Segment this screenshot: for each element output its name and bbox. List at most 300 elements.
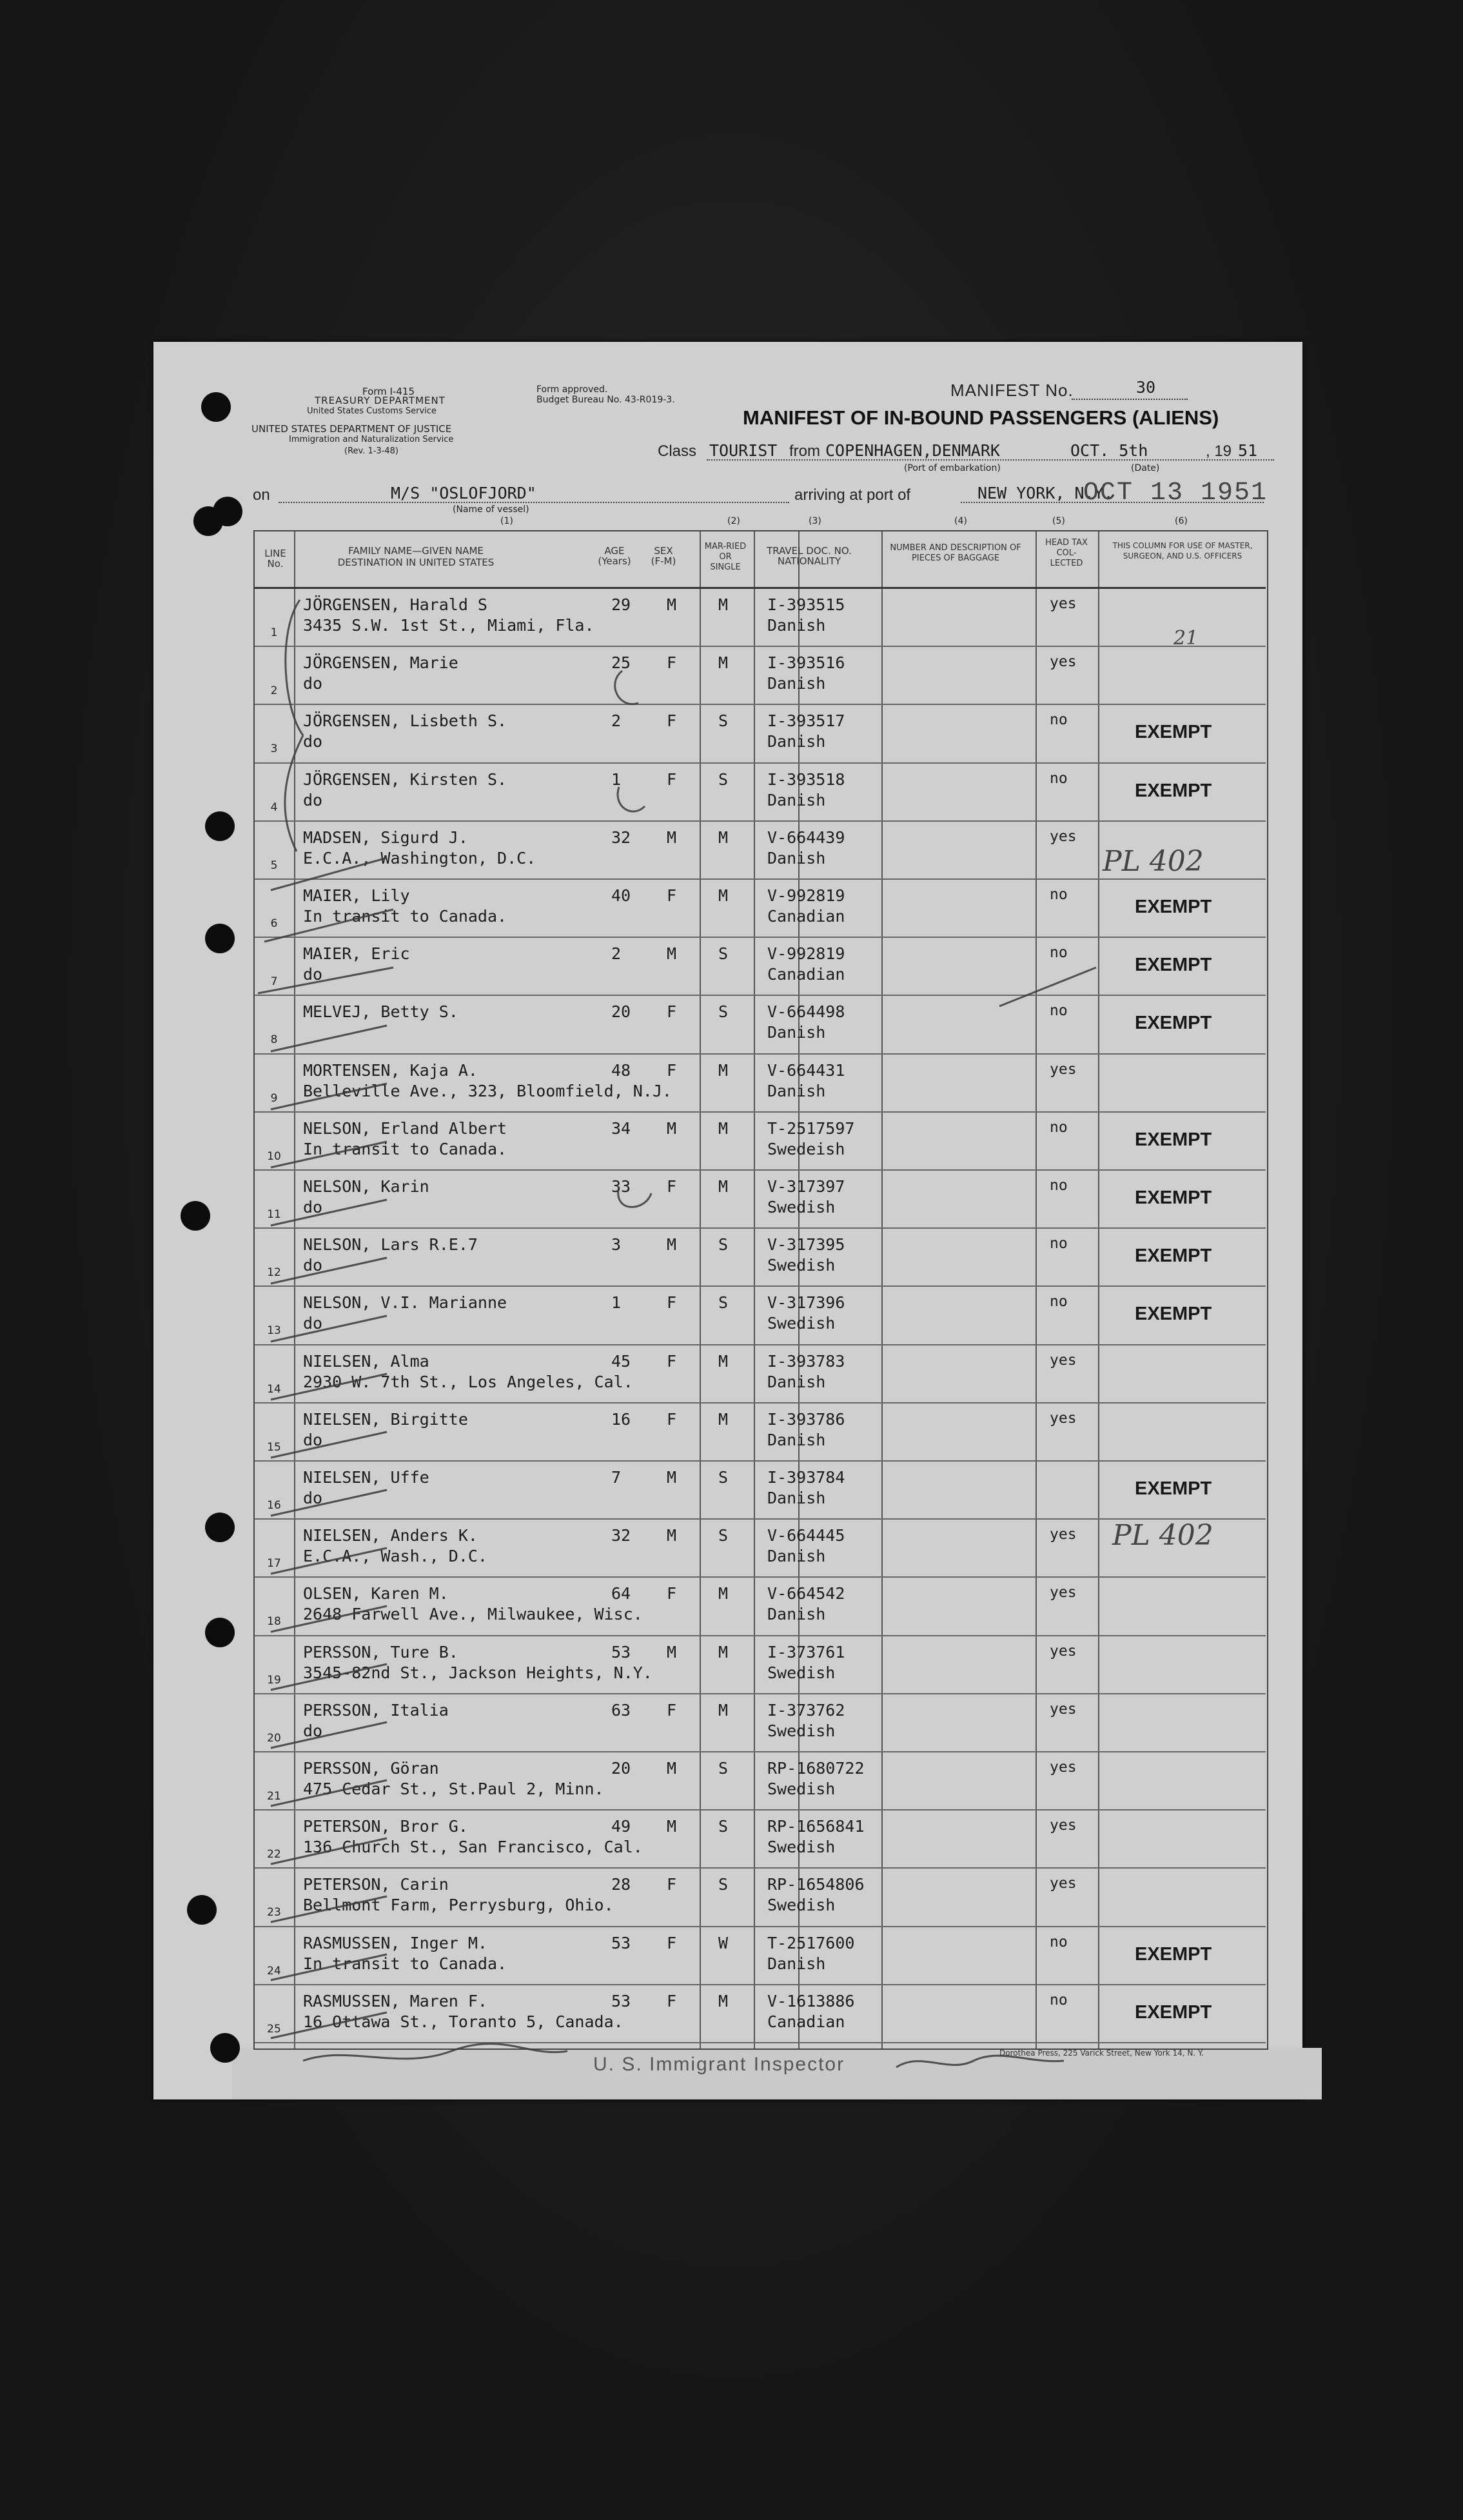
officer-note-exempt: EXEMPT	[1135, 1245, 1212, 1267]
passenger-name: NIELSEN, Birgitte	[303, 1409, 468, 1429]
check-stroke	[271, 1142, 387, 1167]
age: 25	[611, 653, 631, 673]
sex: F	[667, 1409, 677, 1429]
head-tax-status: no	[1050, 944, 1068, 962]
travel-doc-number: I-393783	[767, 1351, 845, 1371]
marital-status: S	[718, 1468, 729, 1487]
header-sex: SEX (F-M)	[651, 545, 676, 567]
destination: In transit to Canada.	[303, 1139, 507, 1158]
manifest-number: 30	[1136, 378, 1156, 397]
sex: M	[667, 828, 677, 847]
passenger-name: JÖRGENSEN, Marie	[303, 653, 458, 673]
nationality: Swedish	[767, 1721, 836, 1740]
page-title: MANIFEST OF IN-BOUND PASSENGERS (ALIENS)	[743, 406, 1219, 429]
sex: F	[667, 1933, 677, 1952]
officer-note-exempt: EXEMPT	[1135, 1478, 1212, 1499]
travel-doc-number: V-664431	[767, 1060, 845, 1080]
travel-doc-number: I-373761	[767, 1642, 845, 1662]
line-number: 10	[267, 1149, 281, 1163]
line-number: 13	[267, 1324, 281, 1338]
head-tax-status: no	[1050, 1293, 1068, 1311]
travel-doc-number: V-992819	[767, 944, 845, 964]
marital-status: M	[718, 1351, 729, 1371]
age: 49	[611, 1817, 631, 1836]
passenger-name: NIELSEN, Anders K.	[303, 1526, 478, 1545]
line-number: 16	[267, 1499, 281, 1512]
passenger-name: NELSON, V.I. Marianne	[303, 1293, 507, 1313]
class-value: TOURIST	[709, 441, 778, 460]
age: 34	[611, 1118, 631, 1138]
marital-status: M	[718, 1060, 729, 1080]
manifest-label: MANIFEST No.	[950, 381, 1074, 400]
nationality: Swedish	[767, 1780, 836, 1798]
check-stroke	[271, 858, 387, 890]
marital-status: S	[718, 1759, 729, 1778]
age: 2	[611, 944, 622, 964]
header-destination: DESTINATION IN UNITED STATES	[337, 557, 495, 568]
handwritten-tally: 21	[1173, 627, 1199, 650]
passenger-name: PETERSON, Carin	[303, 1875, 449, 1894]
header-name: FAMILY NAME—GIVEN NAME	[348, 545, 484, 557]
col-num-3: (3)	[809, 516, 821, 526]
date-caption: (Date)	[1131, 463, 1160, 473]
destination: do	[303, 790, 323, 809]
dept-treasury: TREASURY DEPARTMENT	[315, 395, 446, 406]
travel-doc-number: V-317396	[767, 1293, 845, 1313]
destination: do	[303, 965, 323, 984]
line-number: 14	[267, 1382, 281, 1396]
age: 32	[611, 828, 631, 847]
sex: M	[667, 1468, 677, 1487]
head-tax-status: yes	[1050, 1642, 1077, 1660]
head-tax-status: yes	[1050, 595, 1077, 612]
head-tax-status: no	[1050, 711, 1068, 729]
head-tax-status: no	[1050, 1118, 1068, 1136]
travel-doc-number: I-393515	[767, 595, 845, 614]
passenger-name: NELSON, Karin	[303, 1177, 429, 1196]
destination: 3435 S.W. 1st St., Miami, Fla.	[303, 616, 594, 635]
check-stroke	[271, 1838, 387, 1864]
marital-status: M	[718, 1584, 729, 1603]
age: 48	[611, 1060, 631, 1080]
nationality: Swedish	[767, 1663, 836, 1682]
travel-doc-number: I-373762	[767, 1700, 845, 1720]
year-value: 51	[1238, 441, 1258, 460]
officer-note-exempt: EXEMPT	[1135, 780, 1212, 801]
destination: do	[303, 1256, 323, 1275]
head-tax-status: yes	[1050, 1759, 1077, 1776]
destination: do	[303, 1314, 323, 1333]
nationality: Canadian	[767, 965, 845, 984]
passenger-name: NIELSEN, Alma	[303, 1351, 429, 1371]
passenger-name: PERSSON, Ture B.	[303, 1642, 458, 1662]
travel-doc-number: V-664542	[767, 1584, 845, 1603]
check-stroke	[271, 1258, 387, 1284]
officer-note-exempt: EXEMPT	[1135, 1304, 1212, 1325]
destination: 2648 Farwell Ave., Milwaukee, Wisc.	[303, 1605, 643, 1624]
passenger-name: JÖRGENSEN, Lisbeth S.	[303, 711, 507, 731]
line-number: 8	[270, 1033, 278, 1047]
check-stroke	[271, 1490, 387, 1516]
sex: F	[667, 1875, 677, 1894]
sex: M	[667, 1118, 677, 1138]
header-head-tax: HEAD TAX COL-LECTED	[1045, 538, 1088, 568]
line-number: 25	[267, 2022, 281, 2036]
header-baggage: NUMBER AND DESCRIPTION OF PIECES OF BAGGAGE	[890, 543, 1021, 563]
age: 1	[611, 769, 622, 789]
passenger-name: PETERSON, Bror G.	[303, 1817, 468, 1836]
sex: M	[667, 1759, 677, 1778]
marital-status: S	[718, 769, 729, 789]
destination: do	[303, 1198, 323, 1216]
officer-note-exempt: EXEMPT	[1135, 1129, 1212, 1150]
col-num-6: (6)	[1175, 516, 1188, 526]
age: 45	[611, 1351, 631, 1371]
passenger-name: NELSON, Erland Albert	[303, 1118, 507, 1138]
head-tax-status: yes	[1050, 1060, 1077, 1078]
sex: F	[667, 886, 677, 905]
destination: 475 Cedar St., St.Paul 2, Minn.	[303, 1780, 604, 1798]
marital-status: S	[718, 1526, 729, 1545]
marital-status: M	[718, 828, 729, 847]
officer-note-exempt: EXEMPT	[1135, 1013, 1212, 1034]
destination: In transit to Canada.	[303, 907, 507, 926]
check-stroke	[271, 1374, 387, 1400]
line-number: 12	[267, 1266, 281, 1280]
age: 63	[611, 1700, 631, 1720]
officer-note-exempt: EXEMPT	[1135, 722, 1212, 743]
head-tax-status: no	[1050, 1177, 1068, 1194]
check-stroke	[271, 1200, 387, 1225]
check-stroke	[271, 2012, 387, 2038]
marital-status: M	[718, 1991, 729, 2010]
handwritten-code-nielsen: PL 402	[1112, 1519, 1213, 1552]
sex: M	[667, 1642, 677, 1662]
marital-status: S	[718, 1293, 729, 1313]
nationality: Danish	[767, 1954, 826, 1973]
age: 40	[611, 886, 631, 905]
sex: M	[667, 1235, 677, 1255]
head-tax-status: yes	[1050, 1584, 1077, 1602]
travel-doc-number: V-664439	[767, 828, 845, 847]
sex: F	[667, 1293, 677, 1313]
head-tax-status: yes	[1050, 1409, 1077, 1427]
travel-doc-number: V-317397	[767, 1177, 845, 1196]
officer-note-exempt: EXEMPT	[1135, 1943, 1212, 1965]
destination: E.C.A., Wash., D.C.	[303, 1547, 487, 1566]
sex: F	[667, 1700, 677, 1720]
arrival-date-stamp: OCT 13 1951	[1083, 479, 1268, 508]
head-tax-status: no	[1050, 1933, 1068, 1950]
letter-stroke	[618, 787, 645, 811]
line-number: 4	[270, 800, 278, 814]
line-number: 24	[267, 1964, 281, 1978]
check-stroke	[271, 1664, 387, 1690]
form-number: Form I-415	[362, 386, 415, 397]
marital-status: S	[718, 1875, 729, 1894]
passenger-name: NELSON, Lars R.E.7	[303, 1235, 478, 1255]
departure-date: OCT. 5th	[1070, 441, 1148, 460]
passenger-name: RASMUSSEN, Inger M.	[303, 1933, 487, 1952]
age: 32	[611, 1526, 631, 1545]
class-label: Class	[658, 442, 697, 460]
destination: do	[303, 1721, 323, 1740]
nationality: Danish	[767, 1023, 826, 1042]
age: 53	[611, 1642, 631, 1662]
head-tax-status: no	[1050, 886, 1068, 903]
passenger-name: NIELSEN, Uffe	[303, 1468, 429, 1487]
line-number: 3	[270, 742, 278, 756]
head-tax-status: yes	[1050, 1351, 1077, 1369]
travel-doc-number: RP-1654806	[767, 1875, 865, 1894]
check-stroke	[271, 1548, 387, 1574]
marital-status: M	[718, 1642, 729, 1662]
head-tax-status: yes	[1050, 1700, 1077, 1718]
port-of-arrival: NEW YORK, N.Y.	[977, 484, 1114, 502]
bracket-stroke	[286, 600, 303, 735]
marital-status: M	[718, 1177, 729, 1196]
header-travel-doc: TRAVEL DOC. NO. NATIONALITY	[767, 545, 852, 567]
sex: F	[667, 1002, 677, 1022]
marital-status: S	[718, 1817, 729, 1836]
marital-status: M	[718, 653, 729, 673]
line-number: 2	[270, 684, 278, 698]
travel-doc-number: I-393518	[767, 769, 845, 789]
nationality: Danish	[767, 674, 826, 693]
travel-doc-number: I-393784	[767, 1468, 845, 1487]
sex: M	[667, 595, 677, 614]
marital-status: S	[718, 1002, 729, 1022]
destination: 3545-82nd St., Jackson Heights, N.Y.	[303, 1663, 653, 1682]
age: 20	[611, 1759, 631, 1778]
sex: F	[667, 1351, 677, 1371]
nationality: Swedish	[767, 1256, 836, 1275]
line-number: 11	[267, 1208, 281, 1221]
nationality: Danish	[767, 1372, 826, 1391]
destination: do	[303, 1489, 323, 1507]
head-tax-status: no	[1050, 769, 1068, 787]
inspector-label: U. S. Immigrant Inspector	[593, 2054, 845, 2075]
header-line-no: LINE No.	[264, 548, 286, 570]
travel-doc-number: V-317395	[767, 1235, 845, 1255]
passenger-name: MELVEJ, Betty S.	[303, 1002, 458, 1022]
head-tax-status: no	[1050, 1235, 1068, 1253]
port-of-embarkation: COPENHAGEN,DENMARK	[825, 441, 1000, 460]
check-stroke	[271, 1316, 387, 1342]
marital-status: S	[718, 944, 729, 964]
nationality: Danish	[767, 1489, 826, 1507]
nationality: Swedish	[767, 1314, 836, 1333]
nationality: Danish	[767, 1547, 826, 1566]
vessel-name: M/S "OSLOFJORD"	[391, 484, 536, 502]
line-number: 7	[270, 975, 278, 989]
travel-doc-number: V-664498	[767, 1002, 845, 1022]
travel-doc-number: V-992819	[767, 886, 845, 905]
officer-note-exempt: EXEMPT	[1135, 955, 1212, 976]
age: 1	[611, 1293, 622, 1313]
nationality: Swedeish	[767, 1139, 845, 1158]
officer-note-exempt: EXEMPT	[1135, 897, 1212, 917]
marital-status: W	[718, 1933, 729, 1952]
nationality: Swedish	[767, 1838, 836, 1857]
marital-status: M	[718, 1409, 729, 1429]
header-age: AGE (Years)	[598, 545, 631, 567]
head-tax-status: no	[1050, 1991, 1068, 2009]
travel-doc-number: RP-1656841	[767, 1817, 865, 1836]
from-label: from	[789, 442, 820, 460]
arriving-label: arriving at port of	[794, 486, 911, 504]
line-number: 19	[267, 1673, 281, 1687]
age: 53	[611, 1991, 631, 2010]
age: 16	[611, 1409, 631, 1429]
passenger-name: MORTENSEN, Kaja A.	[303, 1060, 478, 1080]
on-label: on	[253, 486, 270, 504]
age: 29	[611, 595, 631, 614]
check-stroke	[271, 1432, 387, 1458]
age: 7	[611, 1468, 622, 1487]
line-number: 22	[267, 1848, 281, 1861]
age: 3	[611, 1235, 622, 1255]
col-num-1: (1)	[500, 516, 513, 526]
travel-doc-number: T-2517597	[767, 1118, 855, 1138]
head-tax-status: yes	[1050, 1875, 1077, 1892]
nationality: Danish	[767, 790, 826, 809]
passenger-name: OLSEN, Karen M.	[303, 1584, 449, 1603]
nationality: Swedish	[767, 1896, 836, 1915]
destination: do	[303, 674, 323, 693]
check-stroke	[271, 1026, 387, 1051]
line-number: 17	[267, 1557, 281, 1571]
passenger-name: JÖRGENSEN, Harald S	[303, 595, 487, 614]
age: 28	[611, 1875, 631, 1894]
form-revision: (Rev. 1-3-48)	[344, 446, 399, 456]
marital-status: S	[718, 711, 729, 731]
age: 2	[611, 711, 622, 731]
head-tax-status: yes	[1050, 653, 1077, 671]
head-tax-status: yes	[1050, 1817, 1077, 1834]
marital-status: M	[718, 1700, 729, 1720]
nationality: Danish	[767, 848, 826, 868]
dept-ins: Immigration and Naturalization Service	[289, 435, 454, 444]
header-officers-use: THIS COLUMN FOR USE OF MASTER, SURGEON, AND U.S. OFFICERS	[1112, 541, 1253, 561]
dept-customs: United States Customs Service	[307, 406, 437, 416]
passenger-name: PERSSON, Göran	[303, 1759, 439, 1778]
travel-doc-number: RP-1680722	[767, 1759, 865, 1778]
age: 64	[611, 1584, 631, 1603]
check-stroke	[271, 1084, 387, 1109]
check-stroke	[271, 1954, 387, 1980]
nationality: Danish	[767, 616, 826, 635]
check-stroke	[271, 1780, 387, 1806]
line-number: 15	[267, 1440, 281, 1454]
signature-stroke	[303, 2044, 567, 2061]
travel-doc-number: I-393517	[767, 711, 845, 731]
nationality: Canadian	[767, 907, 845, 926]
age: 33	[611, 1177, 631, 1196]
passenger-name: PERSSON, Italia	[303, 1700, 449, 1720]
destination: In transit to Canada.	[303, 1954, 507, 1973]
line-number: 9	[270, 1091, 278, 1105]
age: 53	[611, 1933, 631, 1952]
line-number: 5	[270, 858, 278, 872]
nationality: Danish	[767, 732, 826, 751]
check-stroke	[258, 967, 393, 993]
destination: Belleville Ave., 323, Bloomfield, N.J.	[303, 1081, 672, 1100]
check-stroke	[271, 1606, 387, 1632]
bracket-stroke	[285, 735, 303, 851]
head-tax-status: yes	[1050, 828, 1077, 845]
embarkation-caption: (Port of embarkation)	[904, 463, 1001, 473]
line-number: 23	[267, 1906, 281, 1920]
travel-doc-number: V-664445	[767, 1526, 845, 1545]
handwritten-code-madsen: PL 402	[1103, 845, 1204, 878]
destination: E.C.A., Washington, D.C.	[303, 848, 536, 868]
marital-status: S	[718, 1235, 729, 1255]
budget-bureau-no: Budget Bureau No. 43-R019-3.	[536, 395, 675, 405]
letter-stroke	[615, 671, 638, 704]
passenger-name: RASMUSSEN, Maren F.	[303, 1991, 487, 2010]
sex: F	[667, 1060, 677, 1080]
travel-doc-number: V-1613886	[767, 1991, 855, 2010]
sex: M	[667, 1526, 677, 1545]
age: 20	[611, 1002, 631, 1022]
line-number: 6	[270, 917, 278, 930]
printer-credit: Dorothea Press, 225 Varick Street, New York 14, N. Y.	[999, 2049, 1204, 2058]
sex: M	[667, 944, 677, 964]
nationality: Danish	[767, 1081, 826, 1100]
dept-justice: UNITED STATES DEPARTMENT OF JUSTICE	[251, 423, 452, 435]
head-tax-status: yes	[1050, 1526, 1077, 1543]
sex: F	[667, 1584, 677, 1603]
officer-note-exempt: EXEMPT	[1135, 2001, 1212, 2023]
line-number: 18	[267, 1615, 281, 1629]
col-num-2: (2)	[727, 516, 740, 526]
col-num-5: (5)	[1052, 516, 1065, 526]
line-number: 21	[267, 1790, 281, 1803]
line-number: 1	[270, 626, 278, 639]
head-tax-status: no	[1050, 1002, 1068, 1020]
sex: F	[667, 711, 677, 731]
travel-doc-number: I-393516	[767, 653, 845, 673]
marital-status: M	[718, 1118, 729, 1138]
destination: Bellmont Farm, Perrysburg, Ohio.	[303, 1896, 614, 1915]
destination: 16 Ottawa St., Toranto 5, Canada.	[303, 2012, 623, 2031]
marital-status: M	[718, 595, 729, 614]
vessel-caption: (Name of vessel)	[453, 504, 529, 515]
sex: F	[667, 769, 677, 789]
sex: F	[667, 1177, 677, 1196]
passenger-name: MADSEN, Sigurd J.	[303, 828, 468, 847]
sex: F	[667, 653, 677, 673]
nationality: Danish	[767, 1605, 826, 1624]
destination: 2930 W. 7th St., Los Angeles, Cal.	[303, 1372, 633, 1391]
officer-note-exempt: EXEMPT	[1135, 1187, 1212, 1208]
nationality: Swedish	[767, 1198, 836, 1216]
check-stroke	[264, 909, 393, 942]
line-number: 20	[267, 1731, 281, 1745]
passenger-name: MAIER, Eric	[303, 944, 410, 964]
col-num-4: (4)	[954, 516, 967, 526]
check-stroke	[271, 1722, 387, 1748]
form-approved: Form approved.	[536, 384, 608, 395]
year-prefix: , 19	[1206, 442, 1232, 460]
check-stroke	[271, 1896, 387, 1922]
nationality: Canadian	[767, 2012, 845, 2031]
destination: do	[303, 1430, 323, 1449]
marital-status: M	[718, 886, 729, 905]
destination: do	[303, 732, 323, 751]
sex: F	[667, 1991, 677, 2010]
